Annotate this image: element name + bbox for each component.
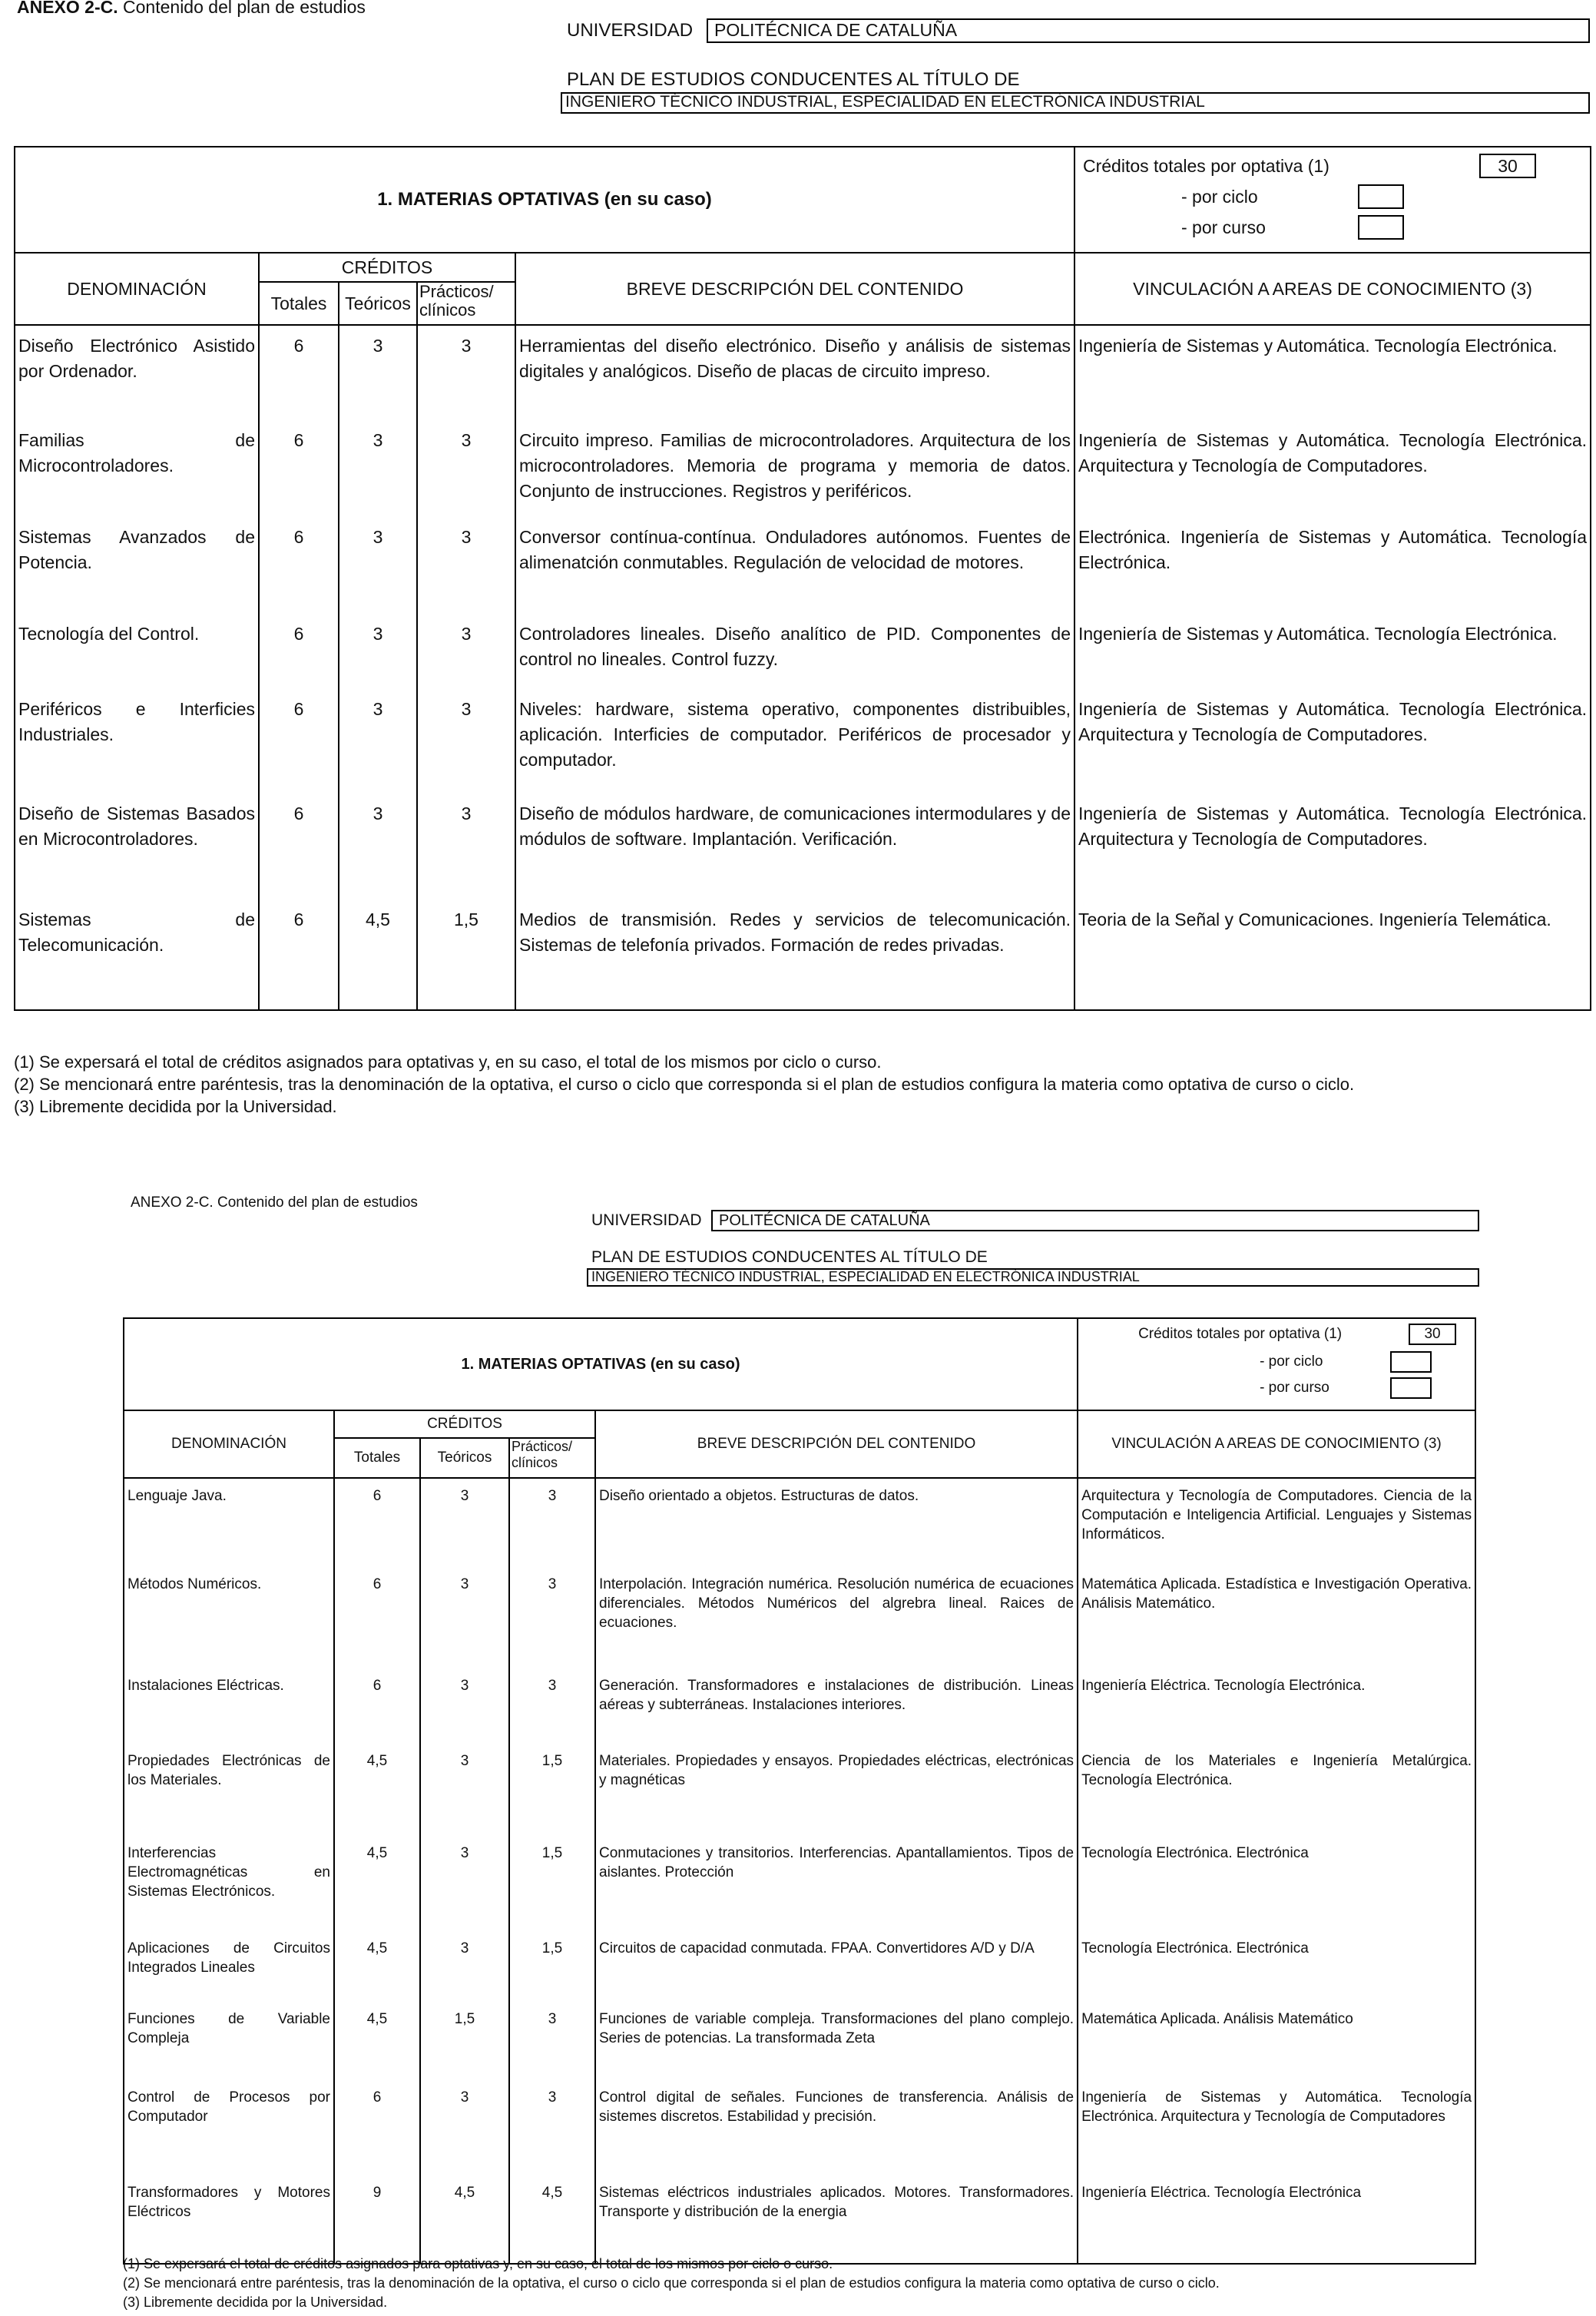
section-title: 1. MATERIAS OPTATIVAS (en su caso) (124, 1318, 1078, 1410)
cell-descripcion: Medios de transmisión. Redes y servicios de telecomunicación. Sistemas de telefonía privados. Formación de redes privadas. (515, 900, 1074, 1010)
table-row (15, 689, 1591, 794)
cell-vinculacion: Ingeniería de Sistemas y Automática. Tecnología Electrónica. Arquitectura y Tecnología de Computadores (1078, 2080, 1475, 2175)
cell-teoricos: 3 (339, 420, 417, 517)
footnotes (14, 1051, 1354, 1118)
cell-vinculacion: Ciencia de los Materiales e Ingeniería Metalúrgica. Tecnología Electrónica. (1078, 1744, 1475, 1836)
cell-teoricos: 3 (420, 1478, 509, 1567)
cell-teoricos: 1,5 (420, 2002, 509, 2080)
plan-label: PLAN DE ESTUDIOS CONDUCENTES AL TÍTULO DE (591, 1248, 988, 1266)
cell-descripcion: Circuito impreso. Familias de microcontroladores. Arquitectura de los microcontroladores. Memoria de programa y memoria de datos. Conjunto de instrucciones. Registros y periféricos. (515, 420, 1074, 517)
footnote-1: (1) Se expersará el total de créditos asignados para optativas y, en su caso, el total de los mismos por ciclo o curso. (123, 2256, 833, 2271)
header-totales: Totales (259, 282, 339, 325)
header-practicos: Prácticos/ clínicos (509, 1438, 595, 1478)
cell-practicos: 3 (417, 614, 515, 689)
por-ciclo-field (1358, 184, 1404, 209)
footnote-2: (2) Se mencionará entre paréntesis, tras la denominación de la optativa, el curso o ciclo que corresponda si el plan de estudios configura la materia como optativa de curso o ciclo. (123, 2275, 1220, 2291)
cell-totales: 6 (334, 1478, 420, 1567)
cell-descripcion: Generación. Transformadores e instalaciones de distribución. Lineas aéreas y subterráneas. Instalaciones interiores. (595, 1668, 1078, 1744)
cell-denominacion: Lenguaje Java. (124, 1478, 334, 1567)
cell-practicos: 1,5 (417, 900, 515, 1010)
header-creditos: CRÉDITOS (334, 1410, 595, 1438)
cell-totales: 6 (259, 517, 339, 614)
cell-practicos: 3 (417, 420, 515, 517)
cell-descripcion: Circuitos de capacidad conmutada. FPAA. Convertidores A/D y D/A (595, 1931, 1078, 2002)
cell-totales: 9 (334, 2175, 420, 2264)
universidad-field: POLITÉCNICA DE CATALUÑA (711, 1210, 1479, 1231)
section-title: 1. MATERIAS OPTATIVAS (en su caso) (15, 147, 1074, 253)
por-ciclo-label: - por ciclo (1181, 186, 1258, 207)
header-descripcion: BREVE DESCRIPCIÓN DEL CONTENIDO (595, 1410, 1078, 1478)
anexo-subtitle: Contenido del plan de estudios (118, 0, 366, 17)
cell-totales: 6 (259, 325, 339, 420)
table-row (124, 1567, 1475, 1668)
universidad-field: POLITÉCNICA DE CATALUÑA (707, 18, 1590, 43)
cell-totales: 4,5 (334, 2002, 420, 2080)
cell-denominacion: Instalaciones Eléctricas. (124, 1668, 334, 1744)
optativas-table-1 (14, 146, 1591, 1011)
header-descripcion: BREVE DESCRIPCIÓN DEL CONTENIDO (515, 253, 1074, 325)
cell-teoricos: 3 (339, 517, 417, 614)
universidad-label: UNIVERSIDAD (567, 20, 694, 41)
plan-field: INGENIERO TÉCNICO INDUSTRIAL, ESPECIALIDAD EN ELECTRÓNICA INDUSTRIAL (561, 92, 1590, 114)
cell-teoricos: 3 (420, 1931, 509, 2002)
creditos-totales-label: Créditos totales por optativa (1) (1083, 155, 1329, 176)
creditos-totales-field (1409, 1324, 1456, 1345)
footnote-1: (1) Se expersará el total de créditos asignados para optativas y, en su caso, el total de los mismos por ciclo o curso. (14, 1052, 882, 1072)
por-curso-label: - por curso (1260, 1380, 1329, 1396)
cell-practicos: 3 (509, 2002, 595, 2080)
cell-descripcion: Diseño de módulos hardware, de comunicaciones intermodulares y de módulos de software. Implantación. Verificación. (515, 794, 1074, 900)
cell-teoricos: 4,5 (420, 2175, 509, 2264)
cell-totales: 4,5 (334, 1836, 420, 1931)
table-body (15, 325, 1591, 1010)
cell-teoricos: 3 (420, 1836, 509, 1931)
cell-vinculacion: Arquitectura y Tecnología de Computadores. Ciencia de la Computación e Inteligencia Artificial. Lenguajes y Sistemas Informáticos. (1078, 1478, 1475, 1567)
cell-denominacion: Diseño de Sistemas Basados en Microcontroladores. (15, 794, 259, 900)
plan-field: INGENIERO TÉCNICO INDUSTRIAL, ESPECIALIDAD EN ELECTRÓNICA INDUSTRIAL (587, 1268, 1479, 1287)
cell-vinculacion: Ingeniería Eléctrica. Tecnología Electrónica. (1078, 1668, 1475, 1744)
por-ciclo-field (1390, 1351, 1432, 1373)
table-row (124, 2080, 1475, 2175)
footnotes (123, 2255, 1220, 2312)
cell-denominacion: Aplicaciones de Circuitos Integrados Lineales (124, 1931, 334, 2002)
cell-vinculacion: Electrónica. Ingeniería de Sistemas y Automática. Tecnología Electrónica. (1074, 517, 1591, 614)
cell-teoricos: 4,5 (339, 900, 417, 1010)
header-teoricos: Teóricos (420, 1438, 509, 1478)
cell-practicos: 3 (509, 1567, 595, 1668)
creditos-totales-value: 30 (1498, 156, 1518, 176)
por-curso-field (1358, 215, 1404, 240)
cell-totales: 4,5 (334, 1931, 420, 2002)
creditos-totales-block (1074, 147, 1591, 253)
cell-practicos: 3 (509, 1668, 595, 1744)
cell-descripcion: Sistemas eléctricos industriales aplicados. Motores. Transformadores. Transporte y distribución de la energia (595, 2175, 1078, 2264)
cell-teoricos: 3 (420, 1567, 509, 1668)
table-row (15, 325, 1591, 420)
header-practicos: Prácticos/ clínicos (417, 282, 515, 325)
footnote-2: (2) Se mencionará entre paréntesis, tras la denominación de la optativa, el curso o ciclo que corresponda si el plan de estudios configura la materia como optativa de curso o ciclo. (14, 1075, 1355, 1094)
cell-practicos: 1,5 (509, 1836, 595, 1931)
table-row (15, 517, 1591, 614)
cell-descripcion: Niveles: hardware, sistema operativo, componentes distribuibles, aplicación. Interficies de computador. Periféricos de procesador y computador. (515, 689, 1074, 794)
universidad-label: UNIVERSIDAD (591, 1211, 702, 1229)
cell-vinculacion: Ingeniería Eléctrica. Tecnología Electrónica (1078, 2175, 1475, 2264)
optativas-table-2 (123, 1317, 1476, 2265)
header-teoricos: Teóricos (339, 282, 417, 325)
cell-denominacion: Tecnología del Control. (15, 614, 259, 689)
cell-practicos: 3 (509, 1478, 595, 1567)
cell-totales: 6 (334, 2080, 420, 2175)
header-denominacion: DENOMINACIÓN (124, 1410, 334, 1478)
cell-descripcion: Materiales. Propiedades y ensayos. Propiedades eléctricas, electrónicas y magnéticas (595, 1744, 1078, 1836)
cell-totales: 6 (259, 794, 339, 900)
cell-teoricos: 3 (339, 614, 417, 689)
cell-denominacion: Sistemas Avanzados de Potencia. (15, 517, 259, 614)
cell-denominacion: Propiedades Electrónicas de los Materiales. (124, 1744, 334, 1836)
table-row (124, 1836, 1475, 1931)
cell-practicos: 3 (417, 689, 515, 794)
cell-vinculacion: Ingeniería de Sistemas y Automática. Tecnología Electrónica. Arquitectura y Tecnología de Computadores. (1074, 420, 1591, 517)
cell-practicos: 3 (417, 794, 515, 900)
cell-descripcion: Conversor contínua-contínua. Onduladores autónomos. Fuentes de alimenatción conmutables. Regulación de velocidad de motores. (515, 517, 1074, 614)
por-curso-label: - por curso (1181, 217, 1266, 237)
footnote-3: (3) Libremente decidida por la Universidad. (123, 2294, 388, 2310)
cell-practicos: 4,5 (509, 2175, 595, 2264)
cell-totales: 6 (259, 689, 339, 794)
cell-descripcion: Controladores lineales. Diseño analítico de PID. Componentes de control no lineales. Control fuzzy. (515, 614, 1074, 689)
cell-teoricos: 3 (339, 325, 417, 420)
table-row (124, 1744, 1475, 1836)
cell-vinculacion: Ingeniería de Sistemas y Automática. Tecnología Electrónica. Arquitectura y Tecnología de Computadores. (1074, 794, 1591, 900)
cell-vinculacion: Ingeniería de Sistemas y Automática. Tecnología Electrónica. (1074, 325, 1591, 420)
cell-totales: 6 (259, 420, 339, 517)
cell-totales: 6 (259, 614, 339, 689)
cell-vinculacion: Tecnología Electrónica. Electrónica (1078, 1931, 1475, 2002)
por-curso-field (1390, 1377, 1432, 1399)
anexo-label: ANEXO 2-C. (17, 0, 118, 17)
table-row (124, 1668, 1475, 1744)
cell-practicos: 1,5 (509, 1931, 595, 2002)
anexo-heading (17, 0, 366, 18)
cell-teoricos: 3 (420, 1744, 509, 1836)
cell-denominacion: Métodos Numéricos. (124, 1567, 334, 1668)
footnote-3: (3) Libremente decidida por la Universidad. (14, 1097, 337, 1116)
cell-denominacion: Control de Procesos por Computador (124, 2080, 334, 2175)
cell-teoricos: 3 (420, 2080, 509, 2175)
cell-descripcion: Funciones de variable compleja. Transformaciones del plano complejo. Series de potencias. La transformada Zeta (595, 2002, 1078, 2080)
table-row (124, 1931, 1475, 2002)
cell-totales: 6 (334, 1668, 420, 1744)
plan-label: PLAN DE ESTUDIOS CONDUCENTES AL TÍTULO DE (567, 69, 1020, 90)
table-body (124, 1478, 1475, 2264)
cell-vinculacion: Ingeniería de Sistemas y Automática. Tecnología Electrónica. Arquitectura y Tecnología de Computadores. (1074, 689, 1591, 794)
cell-practicos: 3 (417, 517, 515, 614)
cell-practicos: 1,5 (509, 1744, 595, 1836)
table-row (15, 614, 1591, 689)
creditos-totales-field (1479, 154, 1536, 178)
header-vinculacion: VINCULACIÓN A AREAS DE CONOCIMIENTO (3) (1074, 253, 1591, 325)
cell-vinculacion: Ingeniería de Sistemas y Automática. Tecnología Electrónica. (1074, 614, 1591, 689)
header-creditos: CRÉDITOS (259, 253, 515, 282)
cell-denominacion: Interferencias Electromagnéticas en Sistemas Electrónicos. (124, 1836, 334, 1931)
creditos-totales-value: 30 (1424, 1326, 1441, 1342)
cell-teoricos: 3 (339, 689, 417, 794)
cell-descripcion: Control digital de señales. Funciones de transferencia. Análisis de sistemes discretos. Estabilidad y precisión. (595, 2080, 1078, 2175)
cell-denominacion: Periféricos e Interficies Industriales. (15, 689, 259, 794)
anexo-heading: ANEXO 2-C. Contenido del plan de estudios (131, 1194, 418, 1211)
table-row (124, 2002, 1475, 2080)
cell-vinculacion: Matemática Aplicada. Análisis Matemático (1078, 2002, 1475, 2080)
page-2 (0, 1187, 1596, 2316)
creditos-totales-block (1078, 1318, 1475, 1410)
cell-denominacion: Diseño Electrónico Asistido por Ordenador. (15, 325, 259, 420)
cell-totales: 6 (259, 900, 339, 1010)
cell-totales: 6 (334, 1567, 420, 1668)
header-totales: Totales (334, 1438, 420, 1478)
table-row (15, 420, 1591, 517)
table-row (124, 2175, 1475, 2264)
por-ciclo-label: - por ciclo (1260, 1353, 1323, 1370)
cell-vinculacion: Matemática Aplicada. Estadística e Investigación Operativa. Análisis Matemático. (1078, 1567, 1475, 1668)
table-row (15, 900, 1591, 1010)
cell-descripcion: Interpolación. Integración numérica. Resolución numérica de ecuaciones diferenciales. Métodos Numéricos del algrebra lineal. Raices de ecuaciones. (595, 1567, 1078, 1668)
cell-teoricos: 3 (339, 794, 417, 900)
header-denominacion: DENOMINACIÓN (15, 253, 259, 325)
cell-denominacion: Familias de Microcontroladores. (15, 420, 259, 517)
cell-denominacion: Funciones de Variable Compleja (124, 2002, 334, 2080)
cell-practicos: 3 (509, 2080, 595, 2175)
cell-vinculacion: Tecnología Electrónica. Electrónica (1078, 1836, 1475, 1931)
table-row (15, 794, 1591, 900)
cell-totales: 4,5 (334, 1744, 420, 1836)
cell-descripcion: Diseño orientado a objetos. Estructuras de datos. (595, 1478, 1078, 1567)
cell-denominacion: Sistemas de Telecomunicación. (15, 900, 259, 1010)
cell-descripcion: Conmutaciones y transitorios. Interferencias. Apantallamientos. Tipos de aislantes. Protección (595, 1836, 1078, 1931)
cell-vinculacion: Teoria de la Señal y Comunicaciones. Ingeniería Telemática. (1074, 900, 1591, 1010)
header-vinculacion: VINCULACIÓN A AREAS DE CONOCIMIENTO (3) (1078, 1410, 1475, 1478)
creditos-totales-label: Créditos totales por optativa (1) (1138, 1326, 1343, 1342)
page-1 (0, 0, 1596, 1137)
cell-descripcion: Herramientas del diseño electrónico. Diseño y análisis de sistemas digitales y analógicos. Diseño de placas de circuito impreso. (515, 325, 1074, 420)
table-row (124, 1478, 1475, 1567)
cell-teoricos: 3 (420, 1668, 509, 1744)
cell-practicos: 3 (417, 325, 515, 420)
cell-denominacion: Transformadores y Motores Eléctricos (124, 2175, 334, 2264)
